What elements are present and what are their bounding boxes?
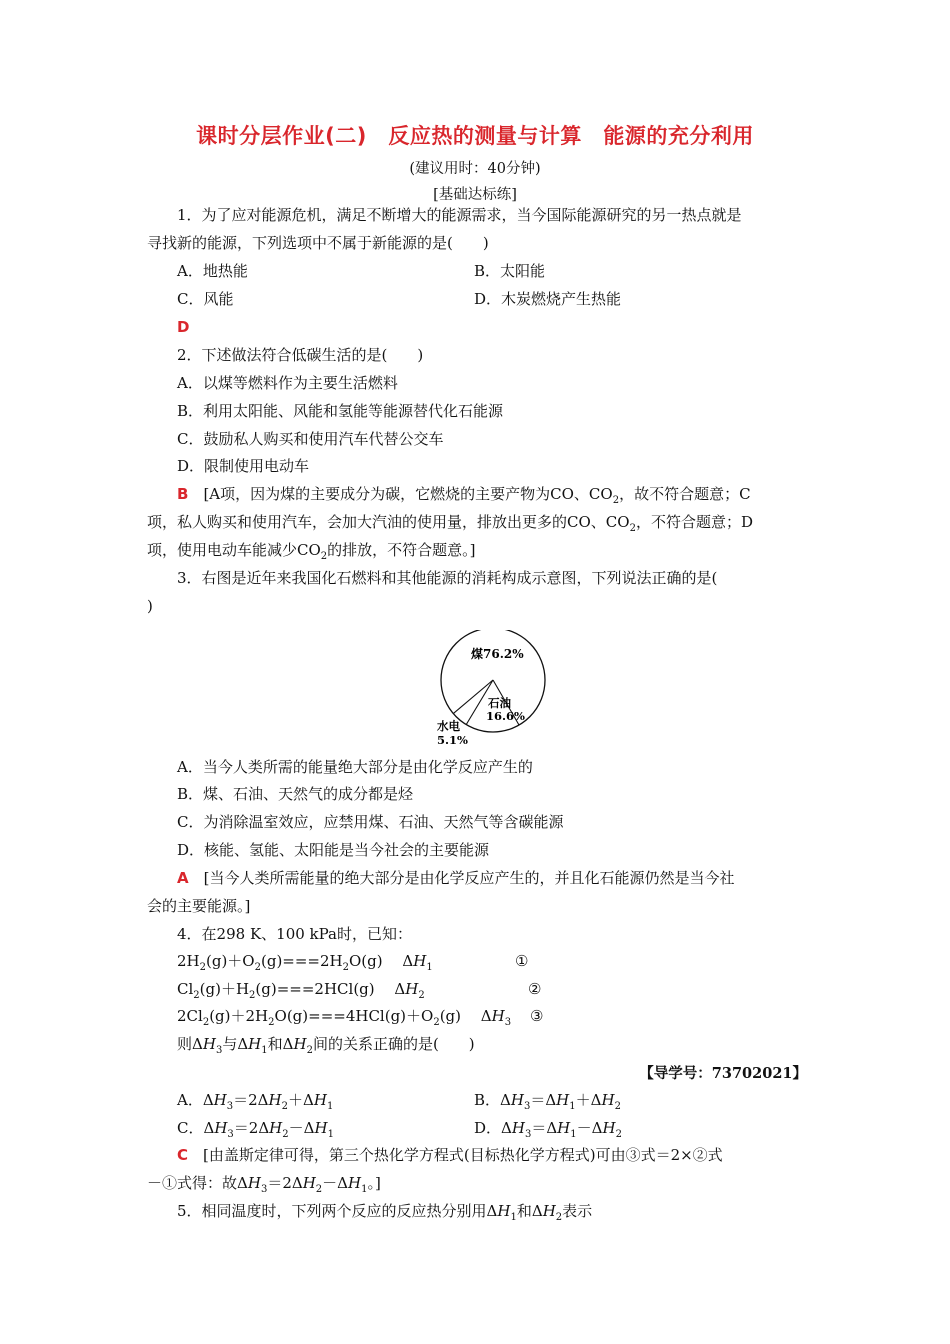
q2-option-d: D．限制使用电动车 (177, 457, 310, 475)
guide-number: 【导学号：73702021】 (639, 1065, 807, 1082)
q1-stem-line1: 1．为了应对能源危机，满足不断增大的能源需求，当今国际能源研究的另一热点就是 (177, 206, 742, 224)
q4-equation-2-number: ② (528, 980, 542, 998)
pie-label-hydro-value: 5.1% (437, 733, 468, 747)
q3-option-a: A．当今人类所需的能量绝大部分是由化学反应产生的 (177, 758, 533, 776)
q2-explanation-line3: 项，使用电动车能减少$CO_2$的排放，不符合题意。] (147, 541, 476, 562)
q2-explanation-line1: B [A项，因为煤的主要成分为碳，它燃烧的主要产物为CO、$CO_2$，故不符合题意；C (177, 485, 751, 506)
q3-option-d: D．核能、氢能、太阳能是当今社会的主要能源 (177, 841, 490, 859)
q4-option-b: B．$\Delta H_3=\Delta H_1+\Delta H_2$ (474, 1091, 621, 1112)
q4-explanation-line1: C [由盖斯定律可得，第三个热化学方程式(目标热化学方程式)可由③式＝2×②式 (177, 1146, 723, 1164)
q4-equation-2: $Cl_2(g)+H_2(g)===2HCl(g)$ $\Delta H_2$ (177, 980, 425, 1001)
q4-option-c: C．$\Delta H_3=2\Delta H_2-\Delta H_1$ (177, 1119, 334, 1140)
q2-option-b: B．利用太阳能、风能和氢能等能源替代化石能源 (177, 402, 504, 420)
time-hint: (建议用时：40分钟) (409, 161, 541, 177)
q1-option-d: D．木炭燃烧产生热能 (474, 290, 622, 308)
q1-option-c: C．风能 (177, 290, 234, 308)
q1-option-a: A．地热能 (177, 262, 248, 280)
q3-explanation-line2: 会的主要能源。] (147, 897, 251, 915)
pie-label-oil-name: 石油 (488, 696, 511, 710)
q5-stem: 5．相同温度时，下列两个反应的反应热分别用$\Delta H_1$和$\Delta H_2$表示 (177, 1202, 593, 1223)
q3-stem-line2: ) (147, 597, 153, 615)
q2-stem: 2．下述做法符合低碳生活的是( ) (177, 346, 424, 364)
page-title: 课时分层作业(二) 反应热的测量与计算 能源的充分利用 (196, 124, 754, 148)
q3-answer: A (177, 869, 189, 887)
q2-option-a: A．以煤等燃料作为主要生活燃料 (177, 374, 398, 392)
q2-explanation-line2: 项，私人购买和使用汽车，会加大汽油的使用量，排放出更多的CO、$CO_2$，不符合题意；D (147, 513, 753, 534)
q3-explanation-line1: A [当今人类所需能量的绝大部分是由化学反应产生的，并且化石能源仍然是当今社 (177, 869, 735, 887)
q3-option-b: B．煤、石油、天然气的成分都是烃 (177, 785, 414, 803)
q4-question: 则$\Delta H_3$与$\Delta H_1$和$\Delta H_2$间的关系正确的是( ) (177, 1035, 475, 1056)
q4-equation-3: $2Cl_2(g)+2H_2O(g)===4HCl(g)+O_2(g)$ $\Delta H_3$ (177, 1007, 512, 1028)
pie-label-coal: 煤76.2% (471, 647, 524, 661)
q2-answer: B (177, 485, 189, 503)
pie-label-hydro-name: 水电 (437, 719, 460, 733)
q4-option-a: A．$\Delta H_3=2\Delta H_2+\Delta H_1$ (177, 1091, 334, 1112)
q4-equation-1-number: ① (515, 952, 529, 970)
q4-explanation-line2: －①式得：故$\Delta H_3=2\Delta H_2-\Delta H_1$。] (147, 1174, 381, 1195)
pie-label-oil-value: 16.6% (486, 709, 525, 723)
q4-stem: 4．在298 K、100 kPa时，已知： (177, 925, 412, 943)
q4-equation-1: $2H_2(g)+O_2(g)===2H_2O(g)$ $\Delta H_1$ (177, 952, 433, 973)
q1-stem-line2: 寻找新的能源，下列选项中不属于新能源的是( ) (147, 234, 489, 252)
section-heading: [基础达标练] (433, 187, 517, 203)
q2-option-c: C．鼓励私人购买和使用汽车代替公交车 (177, 430, 444, 448)
q4-option-d: D．$\Delta H_3=\Delta H_1-\Delta H_2$ (474, 1119, 622, 1140)
q3-stem-line1: 3．右图是近年来我国化石燃料和其他能源的消耗构成示意图，下列说法正确的是( (177, 569, 718, 587)
q4-answer: C (177, 1146, 189, 1164)
q1-option-b: B．太阳能 (474, 262, 546, 280)
q1-answer: D (177, 318, 190, 336)
q4-equation-3-number: ③ (530, 1007, 544, 1025)
energy-pie-chart (425, 630, 560, 750)
q3-option-c: C．为消除温室效应，应禁用煤、石油、天然气等含碳能源 (177, 813, 564, 831)
